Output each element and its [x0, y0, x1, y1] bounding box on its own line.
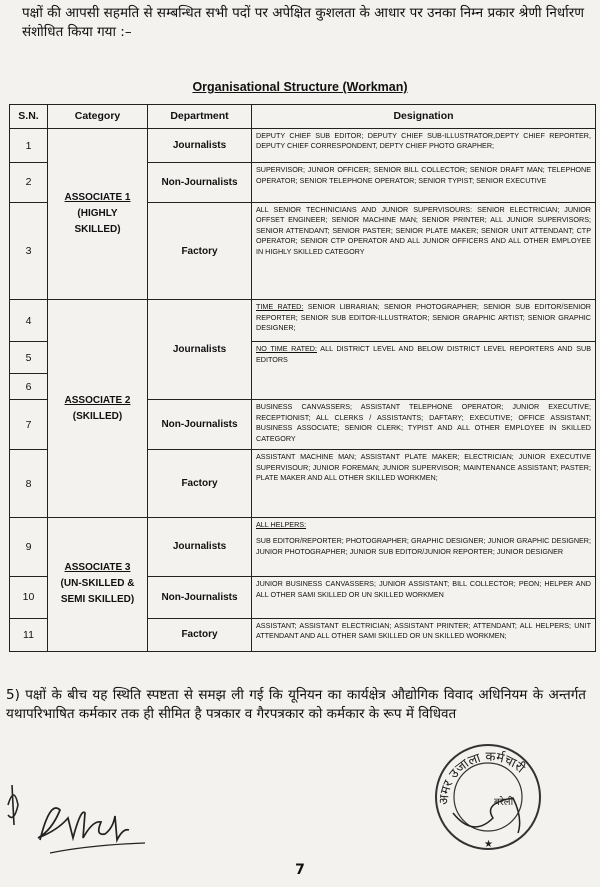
sn-cell: 5 — [10, 342, 48, 374]
page-number: 7 — [295, 862, 305, 878]
category-sub: (SKILLED) — [72, 410, 123, 422]
organisational-structure-table — [9, 104, 596, 652]
department-cell: Journalists — [148, 517, 252, 576]
designation-cell: BUSINESS CANVASSERS; ASSISTANT TELEPHONE OPERATOR; JUNIOR EXECUTIVE; RECEPTIONIST; ALL CLERKS / ASSISTANTS; DAFTARY; EXECUTIVE; OFFICE ASSISTANT; BUSINESS ASSOCIATE; SENIOR CLERK; TYPIST AND ALL OTHER EMPLOYEE IN SKILLED CATEGORY — [252, 400, 596, 450]
category-sub: (HIGHLY SKILLED) — [74, 208, 121, 236]
table-row — [10, 300, 596, 342]
designation-cell: ASSISTANT; ASSISTANT ELECTRICIAN; ASSISTANT PRINTER; ATTENDANT; ALL HELPERS; UNIT ATTENDANT AND ALL OTHER SAMI SKILLED OR UN SKILLED WORKMEN; — [252, 618, 596, 651]
designation-cell — [252, 342, 596, 400]
sn-cell: 9 — [10, 517, 48, 576]
sn-cell: 10 — [10, 577, 48, 619]
department-cell: Non-Journalists — [148, 400, 252, 450]
table-row — [10, 517, 596, 576]
time-rated-text: SENIOR LIBRARIAN; SENIOR PHOTOGRAPHER; SENIOR SUB EDITOR/SENIOR REPORTER; SENIOR SUB EDITOR-ILLUSTRATOR; SENIOR GRAPHIC ARTIST; SENIOR GRAPHIC DESIGNER; — [256, 302, 591, 333]
department-cell: Journalists — [148, 128, 252, 162]
sn-cell: 6 — [10, 374, 48, 400]
paragraph-5: 5) पक्षों के बीच यह स्थिति स्पष्टता से समझ ली गई कि यूनियन का कार्यक्षेत्र औद्योगिक विवाद अधिनियम के अन्तर्गत यथापरिभाषित कर्मकार तक ही सीमित है पत्रकार व गैरपत्रकार को कर्मकार के रूप में विधिवत — [6, 687, 586, 722]
table-header-row — [10, 105, 596, 129]
sn-cell: 2 — [10, 163, 48, 203]
department-cell: Journalists — [148, 300, 252, 400]
designation-cell: ALL SENIOR TECHINICIANS AND JUNIOR SUPERVISOURS: SENIOR ELECTRICIAN; JUNIOR OFFSET ENGINEER; SENIOR MACHINE MAN; SENIOR PRINTER; ALL JUNIOR SUPERVISORS; SENIOR ATTENDANT; SENIOR PASTER; SENIOR PLATE MAKER; SENIOR UNIT ATTENDANT; CTP OPERATOR; SENIOR CTP OPERATOR AND ALL JUNIOR OFFICERS AND ALL OTHER EMPLOYEE IN HIGHLY SKILLED CATEGORY — [252, 202, 596, 300]
department-cell: Factory — [148, 202, 252, 300]
no-time-rated-text: ALL DISTRICT LEVEL AND BELOW DISTRICT LEVEL REPORTERS AND SUB EDITORS — [256, 344, 591, 364]
header-department: Department — [148, 105, 252, 129]
stamp-city: बरेली — [494, 797, 514, 808]
union-stamp — [428, 735, 548, 855]
sn-cell: 11 — [10, 618, 48, 651]
intro-paragraph: पक्षों की आपसी सहमति से सम्बन्धित सभी पदों पर अपेक्षित कुशलता के आधार पर उनका निम्न प्रकार श्रेणी निर्धारण संशोधित किया गया :– — [22, 5, 584, 40]
time-rated-label: TIME RATED: — [256, 302, 304, 312]
category-name: ASSOCIATE 2 — [64, 394, 131, 406]
designation-cell: ASSISTANT MACHINE MAN; ASSISTANT PLATE MAKER; ELECTRICIAN; JUNIOR EXECUTIVE SUPERVISOUR; JUNIOR FOREMAN; JUNIOR SUPERVISOR; MAINTENANCE ASSISTANT; PASTER; PLATE MAKER AND ALL OTHER SKILLED WORKMEN; — [252, 450, 596, 518]
all-helpers-text: SUB EDITOR/REPORTER; PHOTOGRAPHER; GRAPHIC DESIGNER; JUNIOR GRAPHIC DESIGNER; JUNIOR PHOTOGRAPHER; JUNIOR SUB EDITOR/JUNIOR REPORTER; JUNIOR DESIGNER — [256, 536, 591, 556]
table-row — [10, 128, 596, 162]
header-designation: Designation — [252, 105, 596, 129]
department-cell: Factory — [148, 450, 252, 518]
all-helpers-label: ALL HELPERS: — [256, 519, 307, 529]
category-associate-3 — [48, 517, 148, 651]
department-cell: Non-Journalists — [148, 577, 252, 619]
header-category: Category — [48, 105, 148, 129]
category-name: ASSOCIATE 3 — [64, 562, 131, 574]
designation-cell: DEPUTY CHIEF SUB EDITOR; DEPUTY CHIEF SUB-ILLUSTRATOR,DEPTY CHIEF REPORTER, DEPUTY CHIEF CORRESPONDENT, DEPTY CHIEF PHOTO GRAPHER; — [252, 128, 596, 162]
title-text: Organisational Structure (Workman) — [192, 80, 408, 94]
no-time-rated-label: NO TIME RATED: — [256, 344, 317, 354]
category-associate-2 — [48, 300, 148, 517]
sn-cell: 8 — [10, 450, 48, 518]
svg-text:★: ★ — [484, 839, 493, 850]
signature-image — [0, 765, 220, 865]
page-title — [0, 80, 600, 94]
sn-cell: 4 — [10, 300, 48, 342]
designation-cell — [252, 517, 596, 576]
designation-cell: JUNIOR BUSINESS CANVASSERS; JUNIOR ASSISTANT; BILL COLLECTOR; PEON; HELPER AND ALL OTHER SAMI SKILLED OR UN SKILLED WORKMEN — [252, 577, 596, 619]
department-cell: Factory — [148, 618, 252, 651]
designation-cell: SUPERVISOR; JUNIOR OFFICER; SENIOR BILL COLLECTOR; SENIOR DRAFT MAN; TELEPHONE OPERATOR; SENIOR TELEPHONE OPERATOR; SENIOR TYPIST; SENIOR EXECUTIVE — [252, 163, 596, 203]
stamp-text: अमर उजाला कर्मचारी — [436, 749, 528, 806]
category-associate-1 — [48, 128, 148, 300]
category-name: ASSOCIATE 1 — [64, 192, 131, 204]
category-sub: (UN-SKILLED & SEMI SKILLED) — [60, 578, 135, 606]
sn-cell: 3 — [10, 202, 48, 300]
designation-cell — [252, 300, 596, 342]
department-cell: Non-Journalists — [148, 163, 252, 203]
header-sn: S.N. — [10, 105, 48, 129]
sn-cell: 7 — [10, 400, 48, 450]
sn-cell: 1 — [10, 128, 48, 162]
